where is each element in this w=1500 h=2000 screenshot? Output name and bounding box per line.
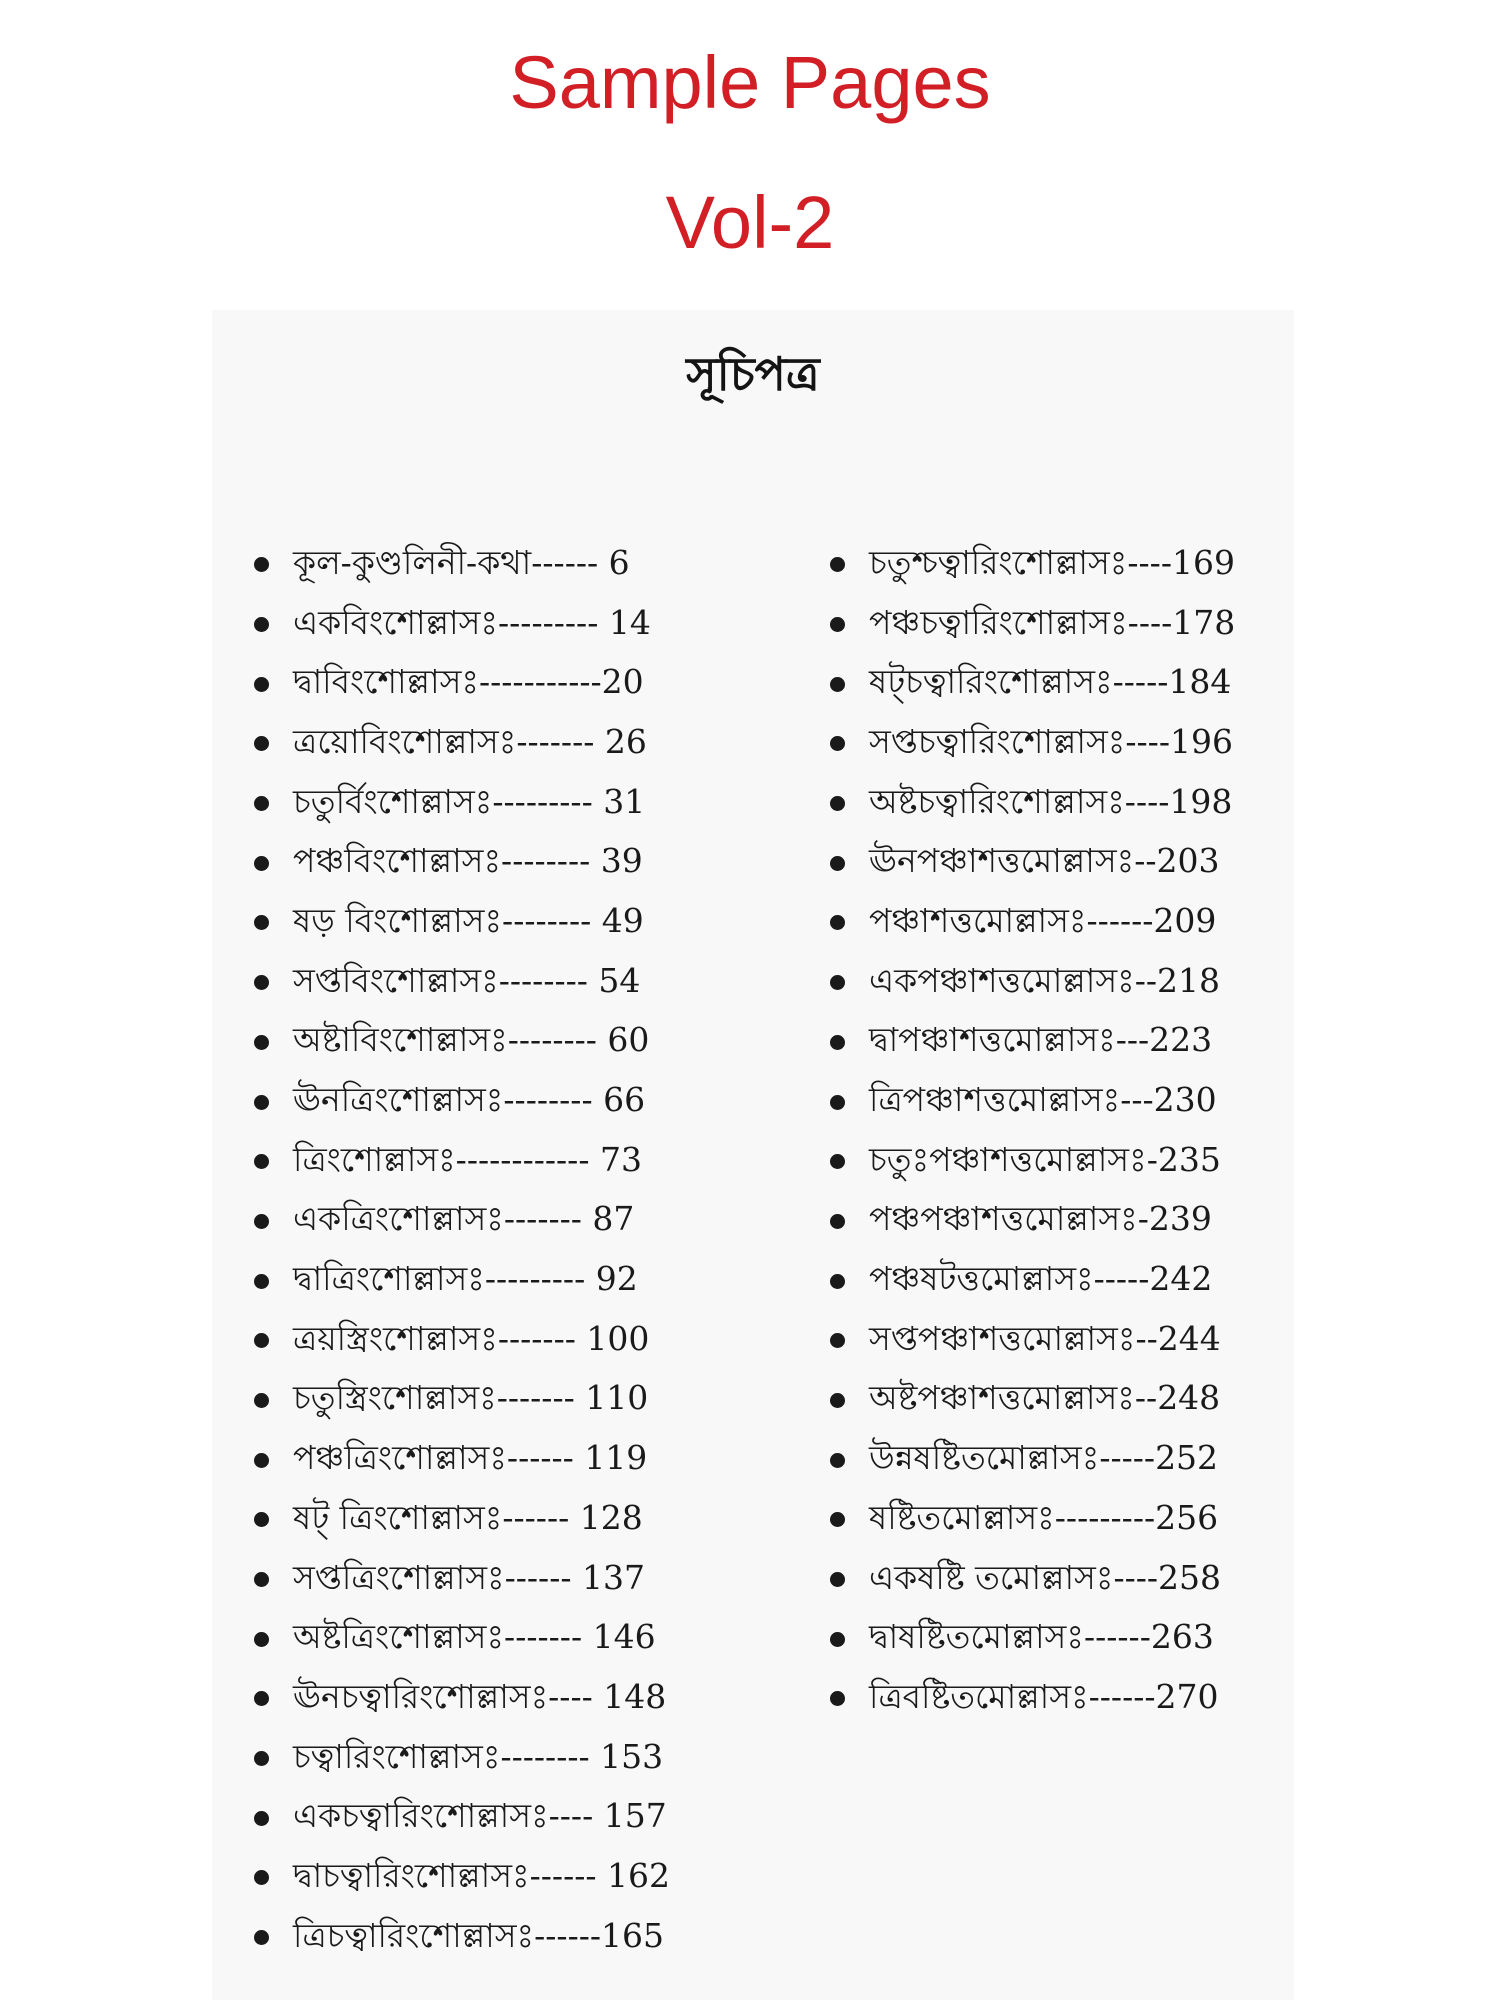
list-item-text: অষ্টাবিংশোল্লাসঃ-------- 60 bbox=[293, 1020, 650, 1060]
bullet-icon bbox=[254, 1930, 269, 1945]
list-item bbox=[830, 1669, 1270, 1729]
list-item-text: সপ্তপঞ্চাশত্তমোল্লাসঃ--244 bbox=[869, 1318, 1221, 1358]
list-item bbox=[254, 1072, 674, 1132]
list-item-text: উন্নষষ্টিতমোল্লাসঃ-----252 bbox=[869, 1438, 1219, 1478]
bullet-icon bbox=[254, 1214, 269, 1229]
list-item-text: চতুস্ত্রিংশোল্লাসঃ------- 110 bbox=[293, 1378, 649, 1418]
list-item-text: ষট্চত্বারিংশোল্লাসঃ-----184 bbox=[869, 662, 1232, 702]
bullet-icon bbox=[830, 1691, 845, 1706]
bullet-icon bbox=[254, 1691, 269, 1706]
bullet-icon bbox=[254, 915, 269, 930]
bullet-icon bbox=[254, 1870, 269, 1885]
bullet-icon bbox=[830, 1453, 845, 1468]
bullet-icon bbox=[254, 557, 269, 572]
list-item-text: সপ্তচত্বারিংশোল্লাসঃ----196 bbox=[869, 721, 1233, 761]
bullet-icon bbox=[830, 915, 845, 930]
bullet-icon bbox=[830, 677, 845, 692]
list-item-text: পঞ্চবিংশোল্লাসঃ-------- 39 bbox=[293, 841, 643, 881]
contents-page bbox=[212, 310, 1294, 2000]
bullet-icon bbox=[830, 736, 845, 751]
bullet-icon bbox=[830, 1274, 845, 1289]
list-item bbox=[830, 535, 1270, 595]
list-item bbox=[254, 833, 674, 893]
bullet-icon bbox=[254, 1811, 269, 1826]
list-item-text: চত্বারিংশোল্লাসঃ-------- 153 bbox=[293, 1736, 664, 1776]
list-item bbox=[254, 893, 674, 953]
list-item bbox=[254, 1490, 674, 1550]
bullet-icon bbox=[830, 1035, 845, 1050]
contents-left-column bbox=[254, 535, 674, 1968]
list-item bbox=[254, 1132, 674, 1192]
list-item bbox=[830, 1132, 1270, 1192]
list-item-text: অষ্টচত্বারিংশোল্লাসঃ----198 bbox=[869, 781, 1233, 821]
list-item-text: ত্রিবষ্টিতমোল্লাসঃ------270 bbox=[869, 1676, 1219, 1716]
list-item bbox=[254, 595, 674, 655]
list-item-text: দ্বাবিংশোল্লাসঃ-----------20 bbox=[293, 662, 644, 702]
list-item-text: ষড় বিংশোল্লাসঃ-------- 49 bbox=[293, 900, 644, 940]
bullet-icon bbox=[830, 1095, 845, 1110]
list-item bbox=[830, 1013, 1270, 1073]
bullet-icon bbox=[830, 1632, 845, 1647]
list-item bbox=[830, 1430, 1270, 1490]
bullet-icon bbox=[830, 1333, 845, 1348]
list-item-text: দ্বাষষ্টিতমোল্লাসঃ------263 bbox=[869, 1617, 1214, 1657]
list-item-text: ষষ্টিতমোল্লাসঃ---------256 bbox=[869, 1497, 1219, 1537]
bullet-icon bbox=[830, 1393, 845, 1408]
bullet-icon bbox=[254, 1512, 269, 1527]
sample-pages-title: Sample Pages bbox=[509, 41, 991, 124]
list-item bbox=[254, 1729, 674, 1789]
list-item-text: পঞ্চপঞ্চাশত্তমোল্লাসঃ-239 bbox=[869, 1199, 1212, 1239]
list-item-text: একবিংশোল্লাসঃ--------- 14 bbox=[293, 602, 651, 642]
list-item bbox=[830, 1192, 1270, 1252]
list-item-text: ঊনচত্বারিংশোল্লাসঃ---- 148 bbox=[293, 1676, 667, 1716]
list-item bbox=[830, 1251, 1270, 1311]
list-item-text: পঞ্চচত্বারিংশোল্লাসঃ----178 bbox=[869, 602, 1236, 642]
list-item bbox=[254, 714, 674, 774]
contents-heading: সূচিপত্র bbox=[686, 347, 820, 401]
bullet-icon bbox=[254, 617, 269, 632]
list-item-text: অষ্টপঞ্চাশত্তমোল্লাসঃ--248 bbox=[869, 1378, 1221, 1418]
list-item-text: দ্বাপঞ্চাশত্তমোল্লাসঃ---223 bbox=[869, 1020, 1213, 1060]
list-item-text: সপ্তত্রিংশোল্লাসঃ------ 137 bbox=[293, 1557, 645, 1597]
bullet-icon bbox=[830, 796, 845, 811]
list-item bbox=[254, 1788, 674, 1848]
list-item-text: চতুর্বিংশোল্লাসঃ--------- 31 bbox=[293, 781, 646, 821]
list-item-text: একষষ্টি তমোল্লাসঃ----258 bbox=[869, 1557, 1222, 1597]
list-item-text: অষ্টত্রিংশোল্লাসঃ------- 146 bbox=[293, 1617, 656, 1657]
list-item-text: একত্রিংশোল্লাসঃ------- 87 bbox=[293, 1199, 635, 1239]
list-item bbox=[830, 774, 1270, 834]
list-item-text: ঊনত্রিংশোল্লাসঃ-------- 66 bbox=[293, 1080, 646, 1120]
list-item bbox=[254, 1848, 674, 1908]
list-item bbox=[254, 1251, 674, 1311]
list-item bbox=[254, 654, 674, 714]
bullet-icon bbox=[254, 1274, 269, 1289]
list-item bbox=[830, 953, 1270, 1013]
bullet-icon bbox=[254, 1095, 269, 1110]
bullet-icon bbox=[254, 1035, 269, 1050]
bullet-icon bbox=[254, 1632, 269, 1647]
list-item-text: সপ্তবিংশোল্লাসঃ-------- 54 bbox=[293, 960, 641, 1000]
list-item-text: ষট্ ত্রিংশোল্লাসঃ------ 128 bbox=[293, 1497, 643, 1537]
list-item bbox=[830, 714, 1270, 774]
list-item-text: দ্বাত্রিংশোল্লাসঃ--------- 92 bbox=[293, 1259, 638, 1299]
bullet-icon bbox=[254, 856, 269, 871]
list-item-text: পঞ্চত্রিংশোল্লাসঃ------ 119 bbox=[293, 1438, 648, 1478]
list-item bbox=[254, 535, 674, 595]
list-item-text: দ্বাচত্বারিংশোল্লাসঃ------ 162 bbox=[293, 1855, 671, 1895]
volume-title: Vol-2 bbox=[665, 181, 835, 264]
list-item bbox=[830, 1072, 1270, 1132]
bullet-icon bbox=[830, 975, 845, 990]
list-item-text: ত্রয়োবিংশোল্লাসঃ------- 26 bbox=[293, 721, 647, 761]
bullet-icon bbox=[254, 975, 269, 990]
bullet-icon bbox=[254, 1453, 269, 1468]
list-item-text: ত্রিপঞ্চাশত্তমোল্লাসঃ---230 bbox=[869, 1080, 1217, 1120]
list-item bbox=[254, 1013, 674, 1073]
list-item bbox=[254, 1550, 674, 1610]
list-item-text: পঞ্চষটত্তমোল্লাসঃ-----242 bbox=[869, 1259, 1213, 1299]
list-item bbox=[254, 1908, 674, 1968]
list-item bbox=[830, 1371, 1270, 1431]
list-item-text: একচত্বারিংশোল্লাসঃ---- 157 bbox=[293, 1796, 667, 1836]
list-item-text: ত্রিচত্বারিংশোল্লাসঃ------165 bbox=[293, 1915, 665, 1955]
list-item-text: কূল-কুণ্ডলিনী-কথা------ 6 bbox=[293, 542, 630, 582]
bullet-icon bbox=[254, 1751, 269, 1766]
list-item bbox=[830, 833, 1270, 893]
list-item bbox=[830, 1311, 1270, 1371]
bullet-icon bbox=[830, 1512, 845, 1527]
list-item bbox=[254, 1311, 674, 1371]
bullet-icon bbox=[830, 1154, 845, 1169]
list-item bbox=[830, 654, 1270, 714]
bullet-icon bbox=[254, 796, 269, 811]
bullet-icon bbox=[254, 1333, 269, 1348]
bullet-icon bbox=[254, 677, 269, 692]
list-item-text: ত্রয়স্ত্রিংশোল্লাসঃ------- 100 bbox=[293, 1318, 650, 1358]
list-item bbox=[830, 595, 1270, 655]
bullet-icon bbox=[254, 736, 269, 751]
list-item bbox=[254, 1430, 674, 1490]
list-item bbox=[254, 1669, 674, 1729]
bullet-icon bbox=[830, 1572, 845, 1587]
list-item-text: পঞ্চাশত্তমোল্লাসঃ------209 bbox=[869, 900, 1217, 940]
list-item bbox=[254, 1371, 674, 1431]
bullet-icon bbox=[830, 856, 845, 871]
list-item bbox=[830, 1490, 1270, 1550]
list-item-text: একপঞ্চাশত্তমোল্লাসঃ--218 bbox=[869, 960, 1221, 1000]
bullet-icon bbox=[254, 1154, 269, 1169]
contents-right-column bbox=[830, 535, 1270, 1729]
list-item bbox=[254, 953, 674, 1013]
bullet-icon bbox=[830, 1214, 845, 1229]
bullet-icon bbox=[254, 1393, 269, 1408]
list-item-text: ত্রিংশোল্লাসঃ------------ 73 bbox=[293, 1139, 642, 1179]
list-item-text: চতুশ্চত্বারিংশোল্লাসঃ----169 bbox=[869, 542, 1235, 582]
list-item bbox=[254, 1609, 674, 1669]
list-item bbox=[830, 1609, 1270, 1669]
list-item-text: ঊনপঞ্চাশত্তমোল্লাসঃ--203 bbox=[869, 841, 1220, 881]
list-item bbox=[254, 1192, 674, 1252]
bullet-icon bbox=[254, 1572, 269, 1587]
list-item bbox=[830, 893, 1270, 953]
bullet-icon bbox=[830, 557, 845, 572]
list-item bbox=[830, 1550, 1270, 1610]
bullet-icon bbox=[830, 617, 845, 632]
list-item bbox=[254, 774, 674, 834]
list-item-text: চতুঃপঞ্চাশত্তমোল্লাসঃ-235 bbox=[869, 1139, 1221, 1179]
